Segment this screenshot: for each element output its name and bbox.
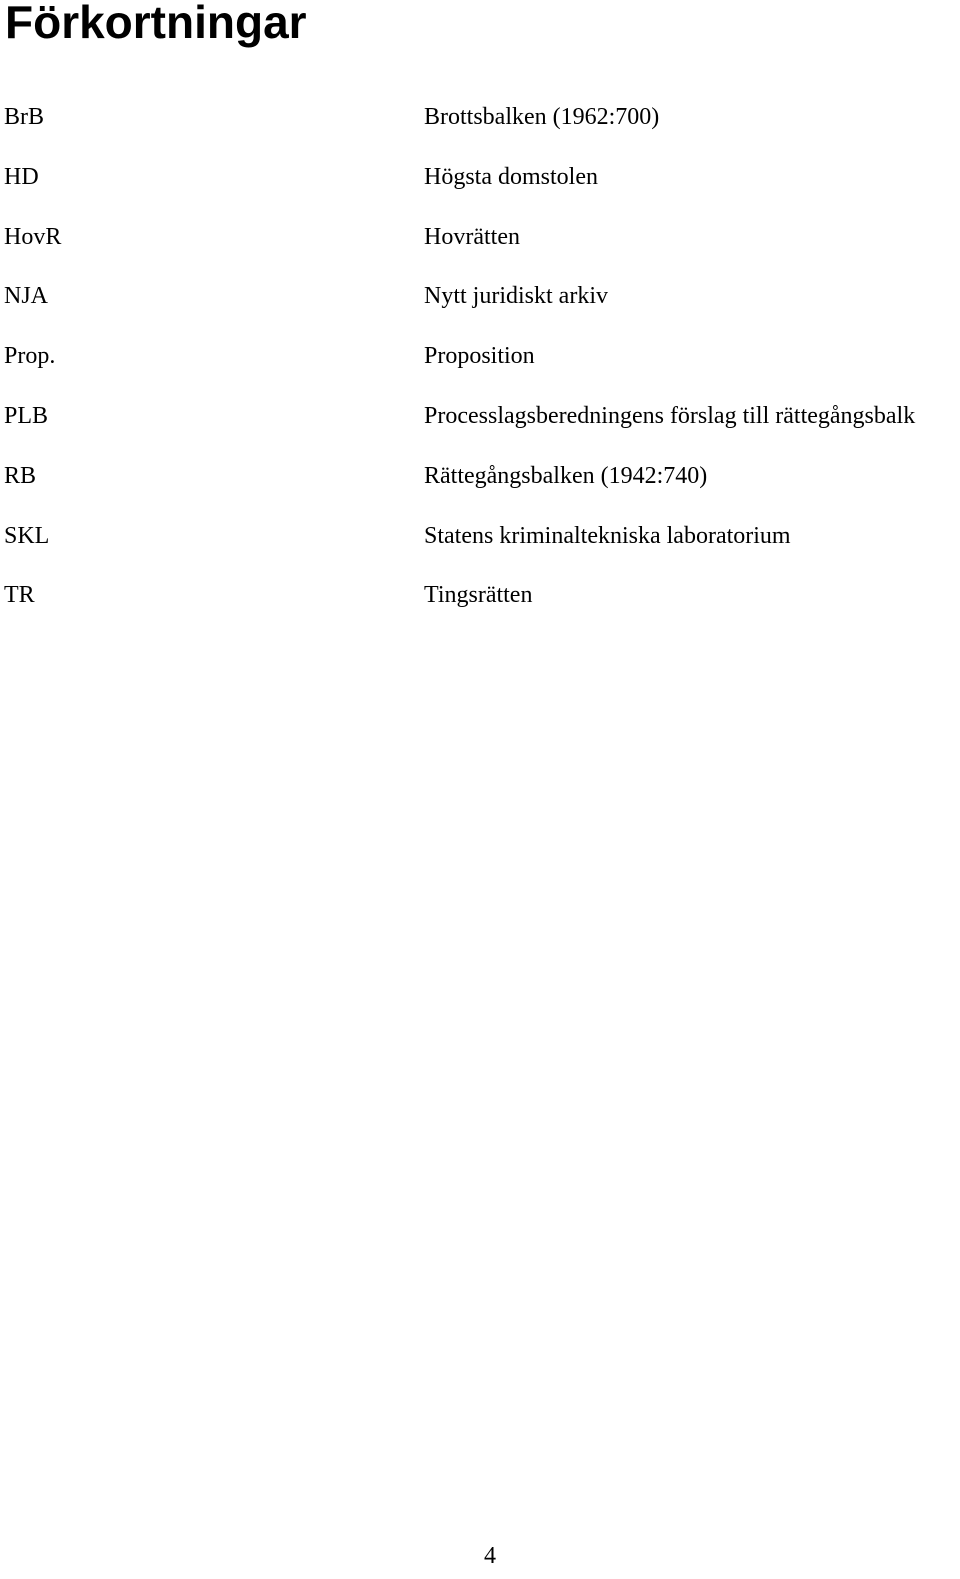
- page-title: Förkortningar: [5, 0, 307, 48]
- abbreviation-definition: Rättegångsbalken (1942:740): [424, 462, 708, 489]
- abbreviation-definition: Processlagsberedningens förslag till rättegångsbalk: [424, 402, 916, 429]
- abbreviation-term: TR: [4, 582, 35, 609]
- abbreviation-definition: Nytt juridiskt arkiv: [424, 283, 608, 310]
- abbreviation-term: BrB: [4, 104, 45, 130]
- abbreviation-row-nja: [0, 279, 960, 339]
- abbreviation-row-brb: [0, 100, 960, 160]
- abbreviation-row-hd: [0, 160, 960, 220]
- abbreviation-term: SKL: [4, 522, 50, 549]
- abbreviation-term: HD: [4, 163, 39, 190]
- abbreviation-definition: Statens kriminaltekniska laboratorium: [424, 522, 791, 549]
- abbreviation-row-rb: [0, 459, 960, 519]
- abbreviation-term: PLB: [4, 402, 49, 429]
- abbreviation-term: Prop.: [4, 343, 56, 370]
- abbreviation-definition: Proposition: [424, 343, 535, 370]
- abbreviation-definition: Hovrätten: [424, 223, 520, 250]
- abbreviation-row-tr: [0, 578, 960, 638]
- abbreviation-definition: Högsta domstolen: [424, 163, 598, 190]
- abbreviation-row-skl: [0, 519, 960, 579]
- abbreviation-term: RB: [4, 462, 37, 489]
- abbreviation-list: [0, 100, 960, 638]
- abbreviation-row-plb: [0, 399, 960, 459]
- page-number: 4: [484, 1543, 496, 1569]
- abbreviation-row-hovr: [0, 220, 960, 280]
- abbreviation-term: HovR: [4, 223, 62, 250]
- abbreviation-definition: Brottsbalken (1962:700): [424, 104, 660, 130]
- abbreviation-term: NJA: [4, 283, 49, 310]
- abbreviation-row-prop: [0, 339, 960, 399]
- abbreviation-definition: Tingsrätten: [424, 582, 533, 609]
